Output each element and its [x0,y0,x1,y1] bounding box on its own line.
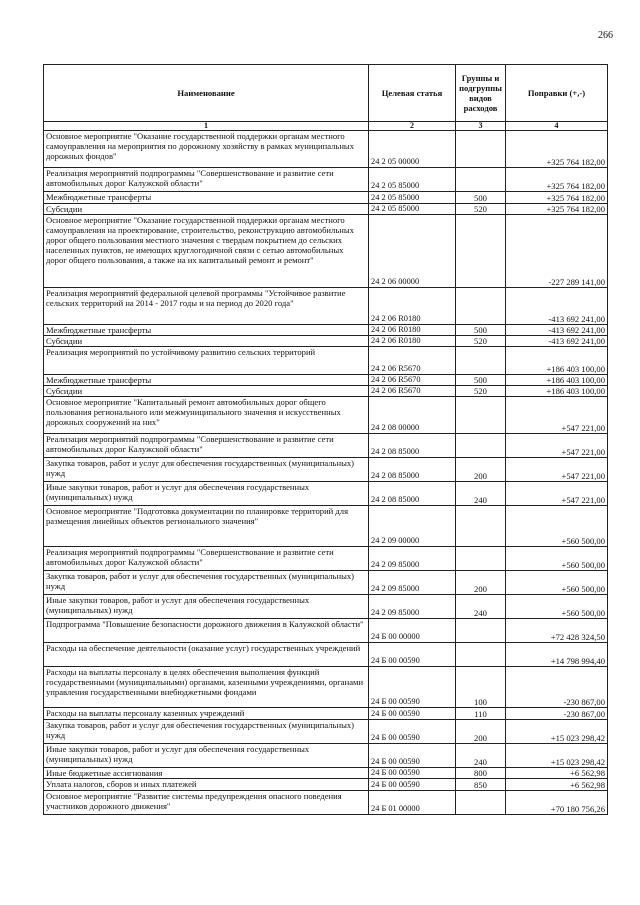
table-row [44,215,608,288]
row-expense-group [456,168,506,192]
table-row [44,547,608,571]
row-name: Реализация мероприятий подпрограммы "Совершенствование и развитие сети автомобильных дорог Калужской области" [44,434,369,458]
header-expense-group: Группы и подгруппы видов расходов [456,65,506,122]
row-target-article: 24 2 06 R0180 [369,325,456,336]
row-amendment-amount: +325 764 182,00 [506,204,608,215]
row-name: Реализация мероприятий подпрограммы "Совершенствование и развитие сети автомобильных дорог Калужской области" [44,547,369,571]
row-target-article: 24 Б 00 00000 [369,619,456,643]
row-target-article: 24 2 06 R5670 [369,375,456,386]
table-row [44,708,608,720]
row-expense-group [456,506,506,547]
row-target-article: 24 2 08 00000 [369,397,456,434]
row-amendment-amount: +72 428 324,50 [506,619,608,643]
row-name: Основное мероприятие "Оказание государственной поддержки органам местного самоуправления на мероприятия по дорожному хозяйству в рамках муниципальных дорожных фондов" [44,131,369,168]
row-name: Основное мероприятие "Оказание государственной поддержки органам местного самоуправления на проектирование, строительство, реконструкцию автомобильных дорог общего пользования местного значения с твердым покрытием до сельских населенных пунктов, не имеющих круглогодичной связи с сетью автомобильных дорог общего пользования, а также на их капитальный ремонт и ремонт" [44,215,369,288]
row-target-article: 24 2 09 85000 [369,595,456,619]
row-name: Закупка товаров, работ и услуг для обеспечения государственных (муниципальных) нужд [44,458,369,482]
row-name: Расходы на выплаты персоналу в целях обеспечения выполнения функций государственными (муниципальными) органами, казенными учреждениями, органами управления государственными внебюджетными фондами [44,667,369,708]
table-row [44,397,608,434]
table-row [44,347,608,375]
row-amendment-amount: +325 764 182,00 [506,168,608,192]
row-amendment-amount: +547 221,00 [506,397,608,434]
row-name: Субсидии [44,204,369,215]
row-name: Межбюджетные трансферты [44,325,369,336]
table-row [44,386,608,397]
table-row [44,192,608,204]
row-target-article: 24 Б 01 00000 [369,791,456,815]
row-target-article: 24 2 05 00000 [369,131,456,168]
row-expense-group: 500 [456,192,506,204]
row-target-article: 24 2 06 R0180 [369,336,456,347]
budget-amendments-table [43,64,608,815]
row-target-article: 24 2 05 85000 [369,192,456,204]
table-row [44,375,608,386]
row-target-article: 24 2 05 85000 [369,168,456,192]
row-amendment-amount: +186 403 100,00 [506,347,608,375]
row-name: Межбюджетные трансферты [44,375,369,386]
row-expense-group [456,791,506,815]
row-name: Иные бюджетные ассигнования [44,768,369,779]
row-target-article: 24 2 06 00000 [369,215,456,288]
row-amendment-amount: +547 221,00 [506,458,608,482]
row-name: Иные закупки товаров, работ и услуг для обеспечения государственных (муниципальных) нужд [44,595,369,619]
row-name: Реализация мероприятий по устойчивому развитию сельских территорий [44,347,369,375]
row-amendment-amount: -413 692 241,00 [506,325,608,336]
row-name: Основное мероприятие "Капитальный ремонт автомобильных дорог общего пользования регионального или межмуниципального значения и искусственных дорожных сооружений на них" [44,397,369,434]
table-row [44,325,608,336]
row-target-article: 24 2 09 85000 [369,571,456,595]
row-name: Реализация мероприятий федеральной целевой программы "Устойчивое развитие сельских территорий на 2014 - 2017 годы и на период до 2020 года" [44,288,369,325]
row-expense-group: 520 [456,204,506,215]
row-amendment-amount: +186 403 100,00 [506,386,608,397]
table-row [44,506,608,547]
table-row [44,168,608,192]
row-expense-group: 240 [456,482,506,506]
row-expense-group [456,347,506,375]
row-target-article: 24 2 08 85000 [369,458,456,482]
row-expense-group [456,397,506,434]
column-number: 4 [506,122,608,131]
row-amendment-amount: +547 221,00 [506,482,608,506]
table-row [44,779,608,791]
row-expense-group [456,434,506,458]
row-target-article: 24 2 09 85000 [369,547,456,571]
table-row [44,791,608,815]
column-number: 1 [44,122,369,131]
row-name: Закупка товаров, работ и услуг для обеспечения государственных (муниципальных) нужд [44,720,369,744]
row-target-article: 24 2 05 85000 [369,204,456,215]
row-name: Расходы на выплаты персоналу казенных учреждений [44,708,369,720]
row-expense-group: 200 [456,571,506,595]
row-name: Межбюджетные трансферты [44,192,369,204]
table-row [44,720,608,744]
row-expense-group: 500 [456,325,506,336]
row-target-article: 24 2 08 85000 [369,434,456,458]
table-row [44,768,608,779]
row-amendment-amount: +6 562,98 [506,768,608,779]
row-target-article: 24 2 09 00000 [369,506,456,547]
row-expense-group: 200 [456,720,506,744]
row-expense-group: 800 [456,768,506,779]
row-name: Субсидии [44,336,369,347]
row-name: Основное мероприятие "Подготовка документации по планировке территорий для размещения линейных объектов регионального значения" [44,506,369,547]
row-expense-group: 520 [456,336,506,347]
table-row [44,482,608,506]
row-name: Подпрограмма "Повышение безопасности дорожного движения в Калужской области" [44,619,369,643]
row-amendment-amount: +15 023 298,42 [506,744,608,768]
column-number-row [44,122,608,131]
row-expense-group [456,288,506,325]
row-amendment-amount: +547 221,00 [506,434,608,458]
row-amendment-amount: -413 692 241,00 [506,288,608,325]
row-expense-group: 500 [456,375,506,386]
table-row [44,667,608,708]
row-expense-group [456,619,506,643]
table-row [44,643,608,667]
row-name: Основное мероприятие "Развитие системы предупреждения опасного поведения участников дорожного движения" [44,791,369,815]
row-expense-group: 240 [456,744,506,768]
row-expense-group: 110 [456,708,506,720]
table-body [44,131,608,815]
row-expense-group [456,215,506,288]
row-target-article: 24 2 06 R5670 [369,386,456,397]
row-name: Уплата налогов, сборов и иных платежей [44,779,369,791]
row-amendment-amount: +560 500,00 [506,571,608,595]
row-target-article: 24 Б 00 00590 [369,720,456,744]
row-amendment-amount: +325 764 182,00 [506,131,608,168]
row-expense-group: 520 [456,386,506,397]
row-name: Иные закупки товаров, работ и услуг для обеспечения государственных (муниципальных) нужд [44,482,369,506]
table-header-row [44,65,608,122]
row-amendment-amount: +6 562,98 [506,779,608,791]
row-expense-group: 100 [456,667,506,708]
table-row [44,204,608,215]
row-name: Субсидии [44,386,369,397]
table-row [44,571,608,595]
table-row [44,458,608,482]
table-row [44,595,608,619]
row-amendment-amount: -413 692 241,00 [506,336,608,347]
row-target-article: 24 Б 00 00590 [369,744,456,768]
row-target-article: 24 Б 00 00590 [369,708,456,720]
row-expense-group: 200 [456,458,506,482]
table-row [44,131,608,168]
row-name: Закупка товаров, работ и услуг для обеспечения государственных (муниципальных) нужд [44,571,369,595]
row-target-article: 24 2 06 R0180 [369,288,456,325]
row-amendment-amount: -230 867,00 [506,708,608,720]
row-expense-group [456,643,506,667]
table-row [44,434,608,458]
row-name: Реализация мероприятий подпрограммы "Совершенствование и развитие сети автомобильных дорог Калужской области" [44,168,369,192]
table-row [44,744,608,768]
row-target-article: 24 Б 00 00590 [369,768,456,779]
row-amendment-amount: +186 403 100,00 [506,375,608,386]
row-amendment-amount: +560 500,00 [506,595,608,619]
row-name: Иные закупки товаров, работ и услуг для обеспечения государственных (муниципальных) нужд [44,744,369,768]
row-amendment-amount: -227 289 141,00 [506,215,608,288]
row-target-article: 24 2 06 R5670 [369,347,456,375]
table-row [44,336,608,347]
row-amendment-amount: +325 764 182,00 [506,192,608,204]
row-expense-group: 850 [456,779,506,791]
row-expense-group [456,547,506,571]
column-number: 3 [456,122,506,131]
page-number: 266 [598,30,613,41]
column-number: 2 [369,122,456,131]
row-amendment-amount: +14 798 994,40 [506,643,608,667]
header-amendment: Поправки (+,-) [506,65,608,122]
row-amendment-amount: +70 180 756,26 [506,791,608,815]
row-target-article: 24 Б 00 00590 [369,643,456,667]
row-name: Расходы на обеспечение деятельности (оказание услуг) государственных учреждений [44,643,369,667]
table-row [44,288,608,325]
table-row [44,619,608,643]
row-amendment-amount: +560 500,00 [506,506,608,547]
row-target-article: 24 2 08 85000 [369,482,456,506]
header-name: Наименование [44,65,369,122]
row-amendment-amount: +15 023 298,42 [506,720,608,744]
row-amendment-amount: -230 867,00 [506,667,608,708]
row-target-article: 24 Б 00 00590 [369,667,456,708]
row-expense-group [456,131,506,168]
row-amendment-amount: +560 500,00 [506,547,608,571]
row-expense-group: 240 [456,595,506,619]
row-target-article: 24 Б 00 00590 [369,779,456,791]
header-target-article: Целевая статья [369,65,456,122]
